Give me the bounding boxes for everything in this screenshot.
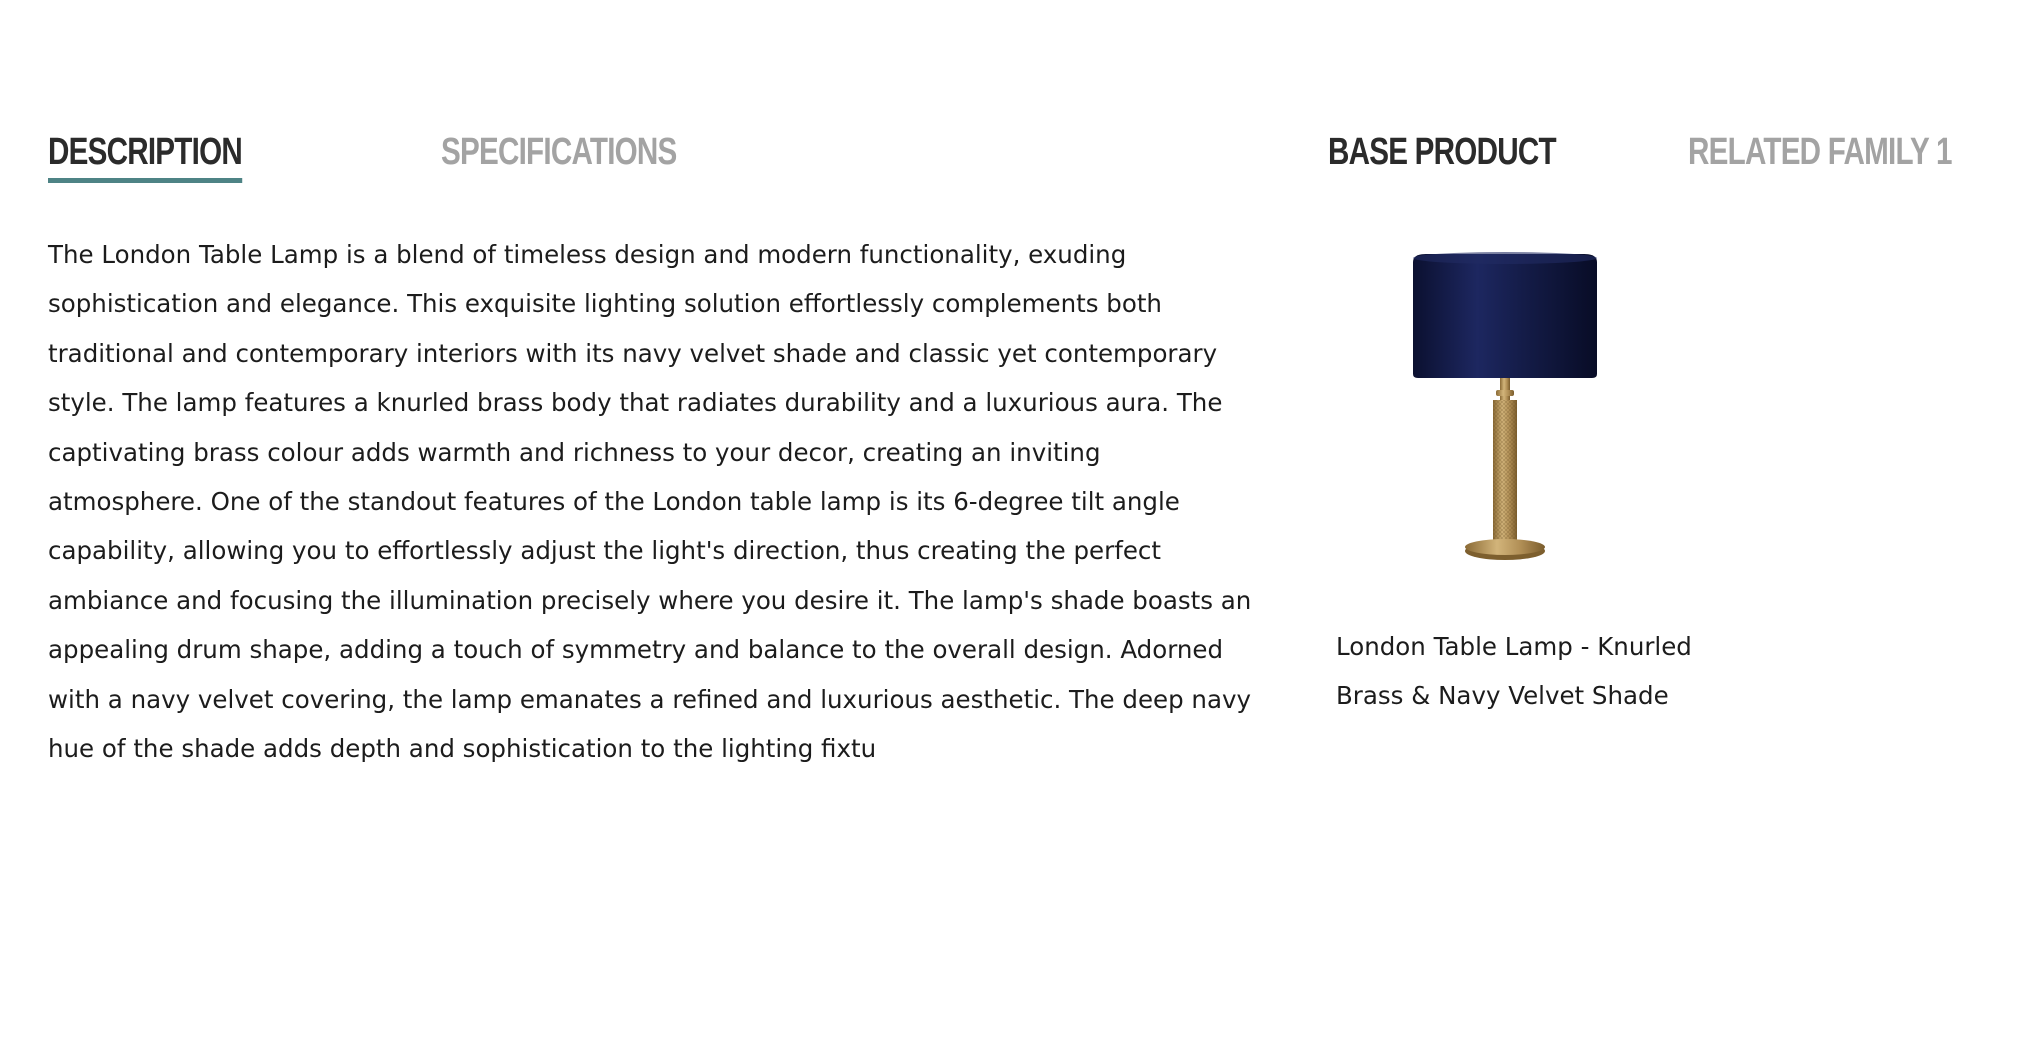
table-lamp-image[interactable] [1356, 240, 1656, 570]
product-description-text: The London Table Lamp is a blend of timeless design and modern functionality, exuding sophistication and elegance. This exquisite lighting solution effortlessly complements both traditional and contemporary interiors with its navy velvet shade and classic yet contemporary style. The lamp features a knurled brass body that radiates durability and a luxurious aura. The captivating brass colour adds warmth and richness to your decor, creating an inviting atmosphere. One of the standout features of the London table lamp is its 6-degree tilt angle capability, allowing you to effortlessly adjust the light's direction, thus creating the perfect ambiance and focusing the illumination precisely where you desire it. The lamp's shade boasts an appealing drum shape, adding a touch of symmetry and balance to the overall design. Adorned with a navy velvet covering, the lamp emanates a refined and luxurious aesthetic. The deep navy hue of the shade adds depth and sophistication to the lighting fixtu [48, 240, 1252, 764]
tab-base-product[interactable]: BASE PRODUCT [1328, 131, 1556, 173]
product-card[interactable] [1336, 240, 1716, 720]
tab-related-family-1[interactable]: RELATED FAMILY 1 [1688, 131, 1952, 173]
tab-description[interactable]: DESCRIPTION [48, 128, 242, 183]
description-tabs [48, 128, 743, 183]
product-name[interactable]: London Table Lamp - Knurled Brass & Navy Velvet Shade [1336, 632, 1692, 710]
tab-specifications[interactable]: SPECIFICATIONS [440, 131, 677, 173]
product-tabs [1328, 128, 2026, 178]
